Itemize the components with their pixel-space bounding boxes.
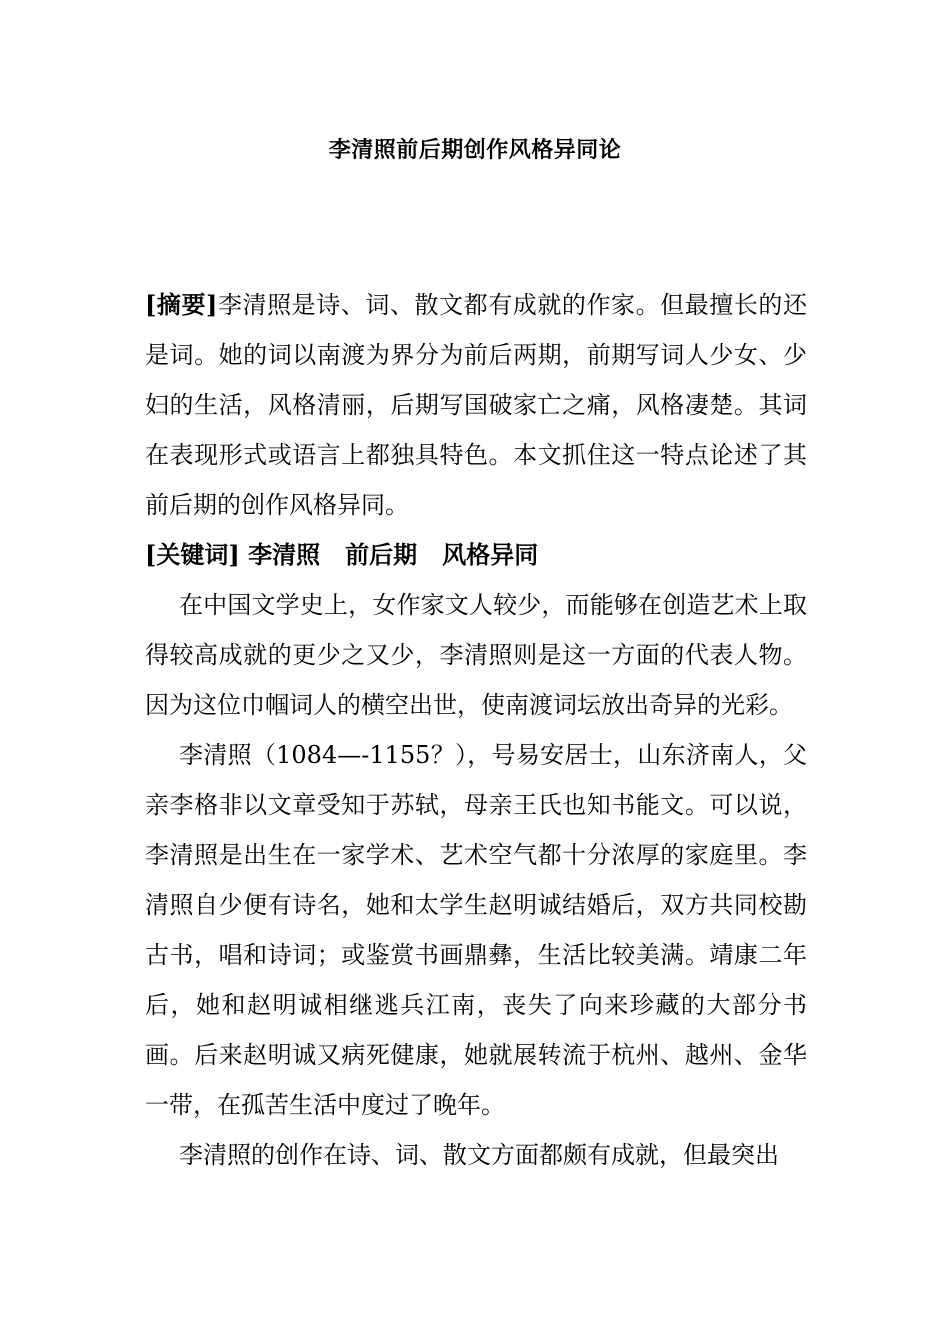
abstract-paragraph <box>145 280 807 530</box>
keywords-label: [关键词] <box>145 540 240 569</box>
keywords-text: 李清照 前后期 风格异同 <box>239 540 539 569</box>
keywords-line <box>145 530 807 580</box>
body-paragraph-1: 在中国文学史上，女作家文人较少，而能够在创造艺术上取得较高成就的更少之又少，李清照则是这一方面的代表人物。因为这位巾帼词人的横空出世，使南渡词坛放出奇异的光彩。 <box>145 591 807 719</box>
abstract-text: 李清照是诗、词、散文都有成就的作家。但最擅长的还是词。她的词以南渡为界分为前后两期，前期写词人少女、少妇的生活，风格清丽，后期写国破家亡之痛，风格凄楚。其词在表现形式或语言上都独具特色。本文抓住这一特点论述了其前后期的创作风格异同。 <box>145 291 808 519</box>
document-body <box>145 280 807 1180</box>
abstract-label: [摘要] <box>145 290 218 319</box>
document-title: 李清照前后期创作风格异同论 <box>328 137 622 163</box>
body-paragraph-2: 李清照（1084—-1155？），号易安居士，山东济南人，父亲李格非以文章受知于苏轼，母亲王氏也知书能文。可以说，李清照是出生在一家学术、艺术空气都十分浓厚的家庭里。李清照自少便有诗名，她和太学生赵明诚结婚后，双方共同校勘古书，唱和诗词；或鉴赏书画鼎彝，生活比较美满。靖康二年后，她和赵明诚相继逃兵江南，丧失了向来珍藏的大部分书画。后来赵明诚又病死健康，她就展转流于杭州、越州、金华一带，在孤苦生活中度过了晚年。 <box>145 741 807 1119</box>
body-paragraph-3: 李清照的创作在诗、词、散文方面都颇有成就，但最突出 <box>179 1141 779 1169</box>
